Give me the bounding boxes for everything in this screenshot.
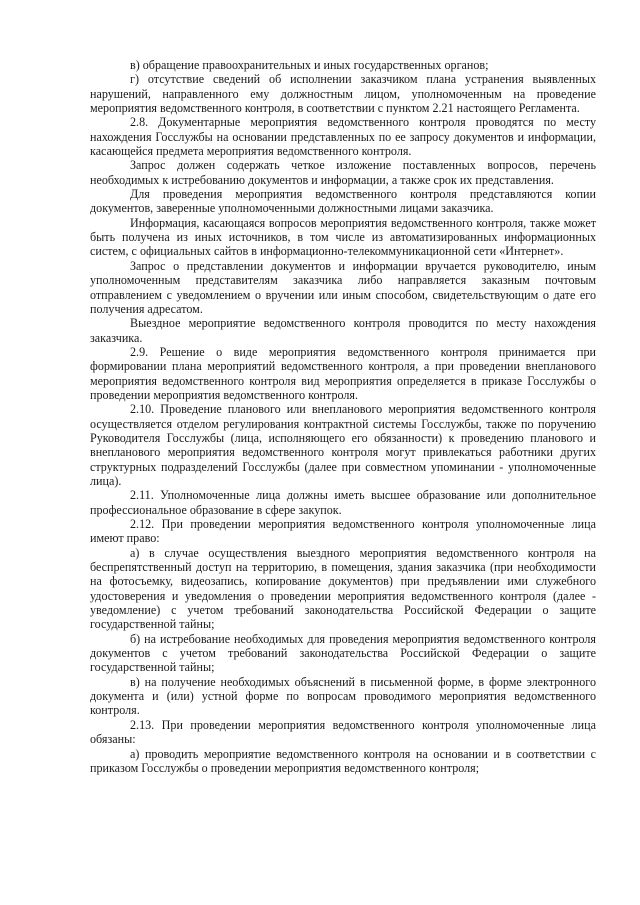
paragraph-2-12-b: б) на истребование необходимых для проведения мероприятия ведомственного контроля документов с учетом требований законодательства Российской Федерации о защите государственной тайны; [90,631,596,675]
document-page [90,58,596,775]
paragraph-2-10: 2.10. Проведение планового или внепланового мероприятия ведомственного контроля осуществляется отделом регулирования контрактной системы Госслужбы, также по поручению Руководителя Госслужбы (лица, исполняющего его обязанности) к проведению планового и внепланового мероприятия ведомственного контроля могут привлекаться работники других структурных подразделений Госслужбы (далее при совместном упоминании - уполномоченные лица). [90,402,596,488]
paragraph-item-v: в) обращение правоохранительных и иных государственных органов; [130,58,489,72]
paragraph-2-12-v: в) на получение необходимых объяснений в письменной форме, в форме электронного документа и (или) устной форме по вопросам проводимого мероприятия ведомственного контроля. [90,674,596,718]
paragraph-item-g: г) отсутствие сведений об исполнении заказчиком плана устранения выявленных нарушений, направленного ему должностным лицом, уполномоченным на проведение мероприятия ведомственного контроля, в соответствии с пунктом 2.21 настоящего Регламента. [90,72,596,116]
paragraph-onsite-control: Выездное мероприятие ведомственного контроля проводится по месту нахождения заказчика. [90,316,596,345]
paragraph-information-sources: Информация, касающаяся вопросов мероприятия ведомственного контроля, также может быть получена из иных источников, в том числе из автоматизированных информационных систем, с официальных сайтов в информационно-телекоммуникационной сети «Интернет». [90,215,596,259]
paragraph-2-12-a: а) в случае осуществления выездного мероприятия ведомственного контроля на беспрепятственный доступ на территорию, в помещения, здания заказчика (при необходимости на фотосъемку, видеозапись, копирование документов) при предъявлении ими служебного удостоверения и уведомления о проведении мероприятия ведомственного контроля (далее - уведомление) с учетом требований законодательства Российской Федерации о защите государственной тайны; [90,545,596,632]
paragraph-2-13-a: а) проводить мероприятие ведомственного контроля на основании и в соответствии с приказом Госслужбы о проведении мероприятия ведомственного контроля; [90,746,596,775]
paragraph-request-delivery: Запрос о представлении документов и информации вручается руководителю, иным уполномоченным представителям заказчика либо направляется заказным почтовым отправлением с уведомлением о вручении или иным способом, свидетельствующим о дате его получения адресатом. [90,258,596,316]
paragraph-2-13: 2.13. При проведении мероприятия ведомственного контроля уполномоченные лица обязаны: [90,717,596,747]
paragraph-request-content: Запрос должен содержать четкое изложение поставленных вопросов, перечень необходимых к истребованию документов и информации, а также срок их представления. [90,158,596,187]
paragraph-2-11: 2.11. Уполномоченные лица должны иметь высшее образование или дополнительное профессиональное образование в сфере закупок. [90,488,596,517]
paragraph-2-8: 2.8. Документарные мероприятия ведомственного контроля проводятся по месту нахождения Госслужбы на основании представленных по ее запросу документов и информации, касающейся предмета мероприятия ведомственного контроля. [90,115,596,159]
paragraph-2-12: 2.12. При проведении мероприятия ведомственного контроля уполномоченные лица имеют право: [90,517,596,546]
paragraph-document-copies: Для проведения мероприятия ведомственного контроля представляются копии документов, заверенные уполномоченными должностными лицами заказчика. [90,187,596,216]
paragraph-2-9: 2.9. Решение о виде мероприятия ведомственного контроля принимается при формировании плана мероприятий ведомственного контроля, а при проведении внепланового мероприятия ведомственного контроля вид мероприятия определяется в приказе Госслужбы о проведении мероприятия ведомственного контроля. [90,344,596,402]
